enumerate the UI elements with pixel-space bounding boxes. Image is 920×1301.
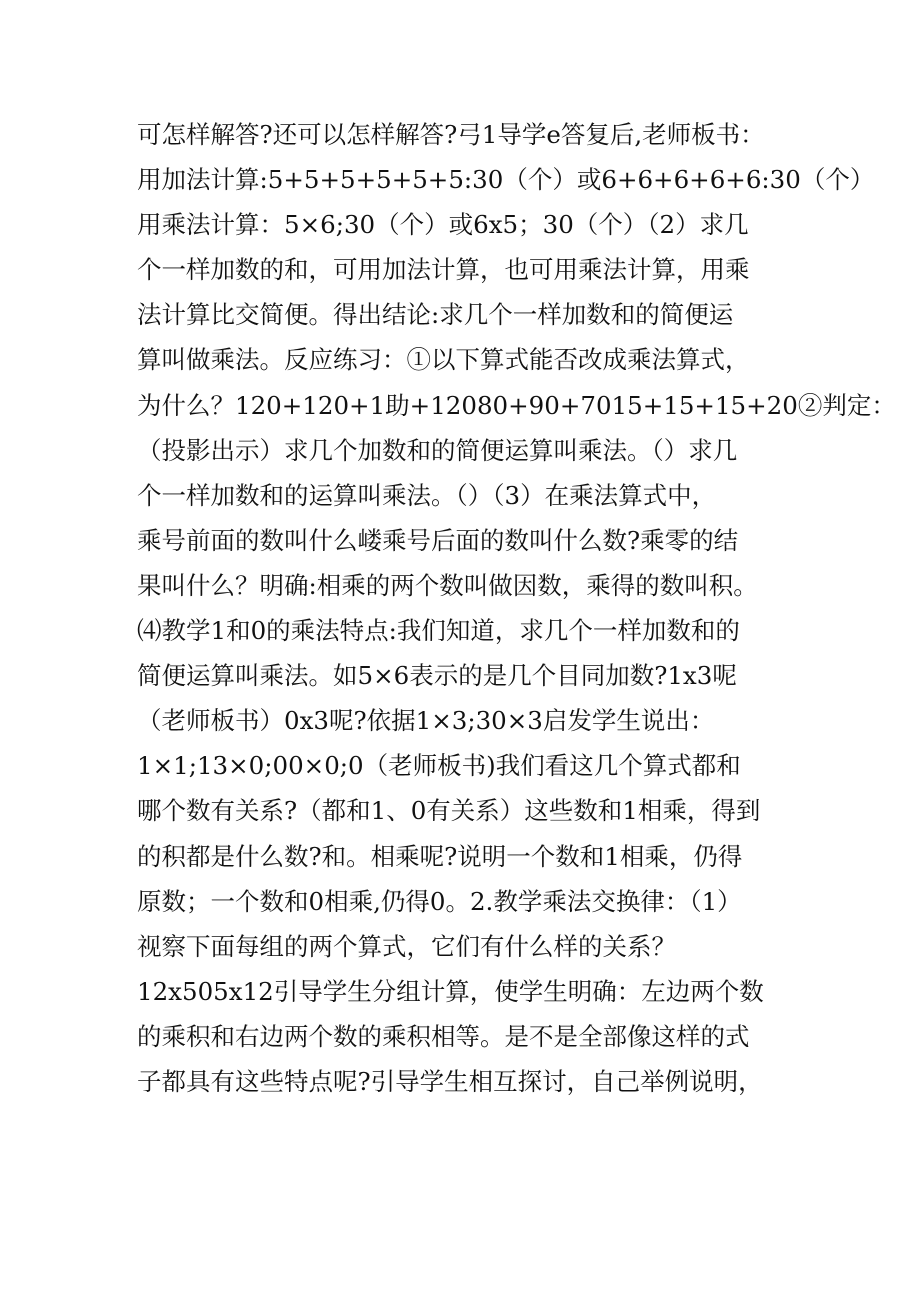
text-line: 乘号前面的数叫什么嵝乘号后面的数叫什么数?乘零的结 <box>137 525 739 555</box>
document-text-body <box>137 112 896 1104</box>
text-line: 个一样加数和的运算叫乘法。（）（3）在乘法算式中， <box>137 480 717 510</box>
text-line: （老师板书）0x3呢?依据1×3;30×3启发学生说出： <box>137 706 715 736</box>
text-line: 的积都是什么数?和。相乘呢?说明一个数和1相乘，仍得 <box>137 841 743 871</box>
text-line: 算叫做乘法。反应练习：①以下算式能否改成乘法算式， <box>137 345 750 375</box>
text-line: 简便运算叫乘法。如5×6表示的是几个目同加数?1x3呢 <box>137 661 737 691</box>
text-line: 1×1;13×0;00×0;0（老师板书)我们看这几个算式都和 <box>137 751 741 781</box>
text-line: 12x505x12引导学生分组计算，使学生明确：左边两个数 <box>137 976 764 1006</box>
text-line: 用乘法计算：5×6;30（个）或6x5；30（个）（2）求几 <box>137 210 749 240</box>
text-line: 果叫什么？明确:相乘的两个数叫做因数，乘得的数叫积。 <box>137 570 758 600</box>
text-line: 哪个数有关系?（都和1、0有关系）这些数和1相乘，得到 <box>137 796 761 826</box>
text-line: 可怎样解答?还可以怎样解答?弓1导学e答复后,老师板书： <box>137 120 765 149</box>
text-line: 的乘积和右边两个数的乘积相等。是不是全部像这样的式 <box>137 1021 750 1051</box>
text-line: 法计算比交简便。得出结论:求几个一样加数和的简便运 <box>137 300 734 330</box>
text-line: 原数；一个数和0相乘,仍得0。2.教学乘法交换律：（1） <box>137 886 742 916</box>
text-line: 为什么？120+120+1助+12080+90+7015+15+15+20②判定： <box>137 390 896 420</box>
text-line: 视察下面每组的两个算式，它们有什么样的关系？ <box>137 931 676 961</box>
text-line: （投影出示）求几个加数和的简便运算叫乘法。（）求几 <box>137 435 738 465</box>
text-line: ⑷教学1和0的乘法特点:我们知道，求几个一样加数和的 <box>137 616 740 646</box>
text-line: 用加法计算:5+5+5+5+5+5:30（个）或6+6+6+6+6:30（个） <box>137 165 875 195</box>
text-line: 子都具有这些特点呢?引导学生相互探讨，自己举例说明， <box>137 1066 763 1096</box>
text-line: 个一样加数的和，可用加法计算，也可用乘法计算，用乘 <box>137 255 750 285</box>
